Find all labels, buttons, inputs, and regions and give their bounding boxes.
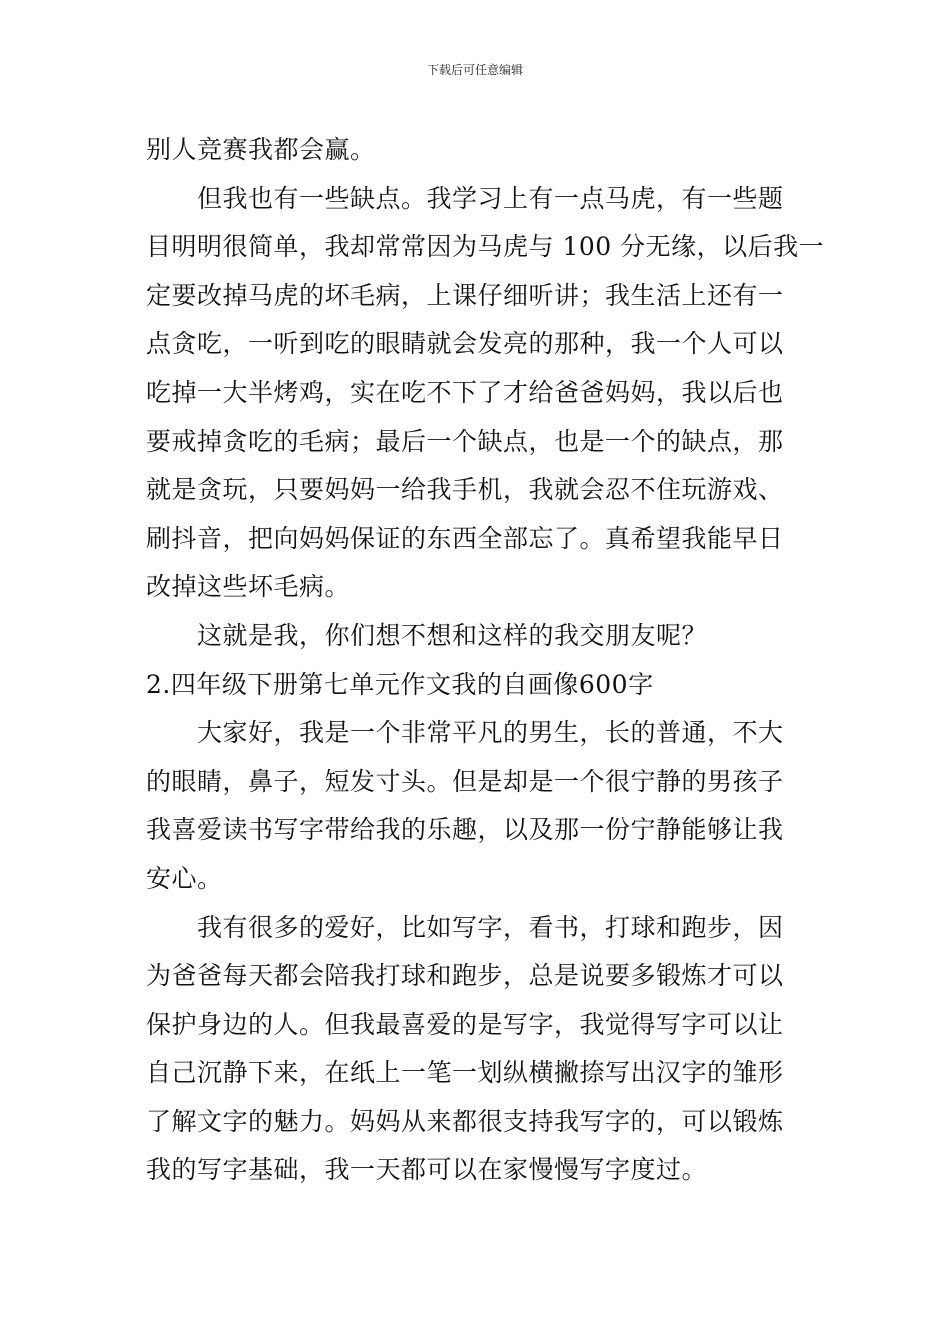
text-line: 保护身边的人。但我最喜爱的是写字，我觉得写字可以让 [146,1009,784,1039]
section-heading: 2.四年级下册第七单元作文我的自画像600字 [146,669,654,699]
text-line: 点贪吃，一听到吃的眼睛就会发亮的那种，我一个人可以 [146,329,784,359]
text-line: 定要改掉马虎的坏毛病，上课仔细听讲；我生活上还有一 [146,280,784,310]
text-line: 自己沉静下来，在纸上一笔一划纵横撇捺写出汉字的雏形 [146,1058,784,1088]
text-line: 我喜爱读书写字带给我的乐趣，以及那一份宁静能够让我 [146,815,784,845]
text-line: 我有很多的爱好，比如写字，看书，打球和跑步，因 [146,912,784,942]
text-line: 要戒掉贪吃的毛病；最后一个缺点，也是一个的缺点，那 [146,426,784,456]
text-line: 就是贪玩，只要妈妈一给我手机，我就会忍不住玩游戏、 [146,475,784,505]
text-line: 安心。 [146,863,223,893]
text-line: 大家好，我是一个非常平凡的男生，长的普通，不大 [146,718,784,748]
text-line: 别人竞赛我都会赢。 [146,135,376,164]
text-line: 的眼睛，鼻子，短发寸头。但是却是一个很宁静的男孩子 [146,766,784,796]
text-line: 了解文字的魅力。妈妈从来都很支持我写字的，可以锻炼 [146,1106,784,1136]
text-line: 刷抖音，把向妈妈保证的东西全部忘了。真希望我能早日 [146,523,784,553]
text-line: 改掉这些坏毛病。 [146,572,351,602]
text-line: 目明明很简单，我却常常因为马虎与 100 分无缘，以后我一 [146,232,825,262]
document-body [146,126,825,1195]
text-line: 我的写字基础，我一天都可以在家慢慢写字度过。 [146,1155,708,1185]
text-line: 这就是我，你们想不想和这样的我交朋友呢？ [146,620,708,650]
text-line: 为爸爸每天都会陪我打球和跑步，总是说要多锻炼才可以 [146,961,784,991]
text-line: 吃掉一大半烤鸡，实在吃不下了才给爸爸妈妈，我以后也 [146,377,784,407]
page-header: 下载后可任意编辑 [426,63,523,77]
text-line: 但我也有一些缺点。我学习上有一点马虎，有一些题 [146,183,784,213]
